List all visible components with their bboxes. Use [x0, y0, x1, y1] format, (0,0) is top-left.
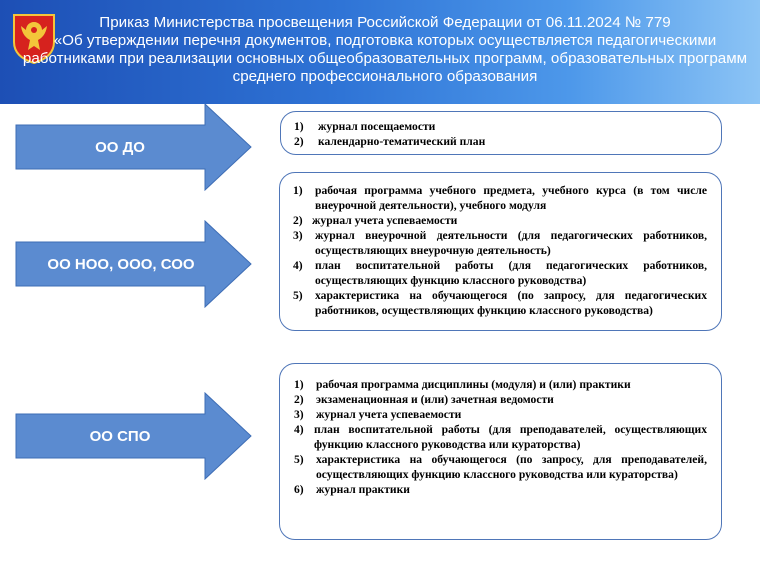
- title-line: Приказ Министерства просвещения Российской Федерации от 06.11.2024 № 779: [99, 14, 671, 31]
- title-line: работниками при реализации основных общеобразовательных программ, образовательных программ: [22, 50, 748, 67]
- list-item: 4) план воспитательной работы (для преподавателей, осуществляющих функцию классного руководства или кураторства): [294, 423, 707, 451]
- arrow-oo-noo: [15, 220, 252, 308]
- arrow-oo-do: [15, 103, 252, 191]
- documents-list: [294, 119, 705, 149]
- list-item: 3) журнал учета успеваемости: [294, 408, 462, 421]
- list-item: 2) журнал учета успеваемости: [293, 214, 458, 227]
- documents-box-oo-noo: [279, 172, 722, 331]
- list-item: 5) характеристика на обучающегося (по запросу, для преподавателей, осуществляющих функцию классного руководства или кураторства): [294, 453, 707, 481]
- title-line: среднего профессионального образования: [232, 68, 538, 85]
- list-item: 6) журнал практики: [294, 483, 410, 496]
- list-item: 1) рабочая программа дисциплины (модуля) и (или) практики: [294, 378, 631, 391]
- list-item: 4) план воспитательной работы (для педагогических работников, осуществляющих функцию классного руководства): [293, 259, 707, 287]
- list-item: 1) журнал посещаемости: [294, 120, 436, 133]
- page-title: [20, 14, 750, 86]
- documents-box-oo-spo: [279, 363, 722, 540]
- list-item: 1) рабочая программа учебного предмета, учебного курса (в том числе внеурочной деятельности), учебного модуля: [293, 184, 707, 212]
- arrow-label: ОО ДО: [95, 138, 145, 156]
- arrow-oo-spo: [15, 392, 252, 480]
- list-item: 2) экзаменационная и (или) зачетная ведомости: [294, 393, 554, 406]
- title-line: «Об утверждении перечня документов, подготовка которых осуществляется педагогическими: [53, 32, 717, 49]
- documents-list: [294, 377, 707, 497]
- list-item: 5) характеристика на обучающегося (по запросу, для педагогических работников, осуществляющих функцию классного руководства): [293, 289, 707, 317]
- arrow-label: ОО НОО, ООО, СОО: [47, 255, 195, 273]
- arrow-label: ОО СПО: [89, 427, 151, 445]
- header-banner: [0, 0, 760, 104]
- documents-list: [293, 183, 707, 318]
- list-item: 3) журнал внеурочной деятельности (для педагогических работников, осуществляющих внеурочную деятельность): [293, 229, 707, 257]
- list-item: 2) календарно-тематический план: [294, 135, 486, 148]
- documents-box-oo-do: [280, 111, 722, 155]
